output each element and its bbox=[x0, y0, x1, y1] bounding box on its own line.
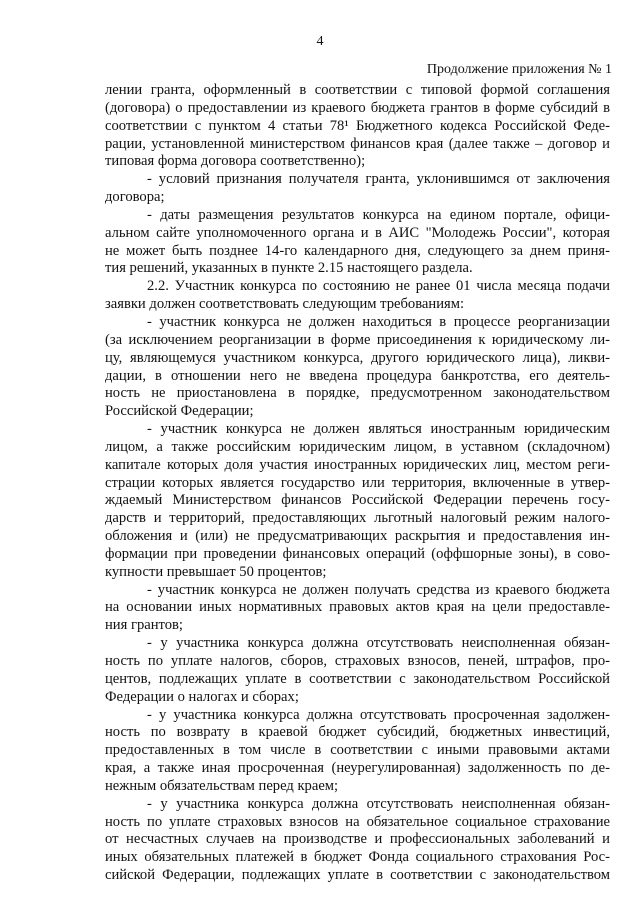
text-line: ность по уплате страховых взносов на обязательное социальное страхование bbox=[105, 813, 610, 830]
text-line: обложения и (или) не предусматривающих раскрытия и предоставления ин- bbox=[105, 528, 610, 545]
text-line: предоставленных в том числе в соответствии с иными правовыми актами bbox=[105, 742, 610, 759]
text-line: (договора) о предоставлении из краевого бюджета грантов в форме субсидий в bbox=[105, 99, 610, 116]
paragraph bbox=[105, 278, 610, 314]
text-line: цу, являющемуся участником конкурса, другого юридического лица), ликви- bbox=[105, 349, 610, 366]
page-number: 4 bbox=[316, 34, 324, 49]
text-line: не может быть позднее 14-го календарного дня, следующего за днем приня- bbox=[105, 242, 610, 259]
text-line: - участник конкурса не должен получать средства из краевого бюджета bbox=[147, 581, 610, 598]
text-line: ность не приостановлена в порядке, предусмотренном законодательством bbox=[105, 385, 610, 402]
text-line: сийской Федерации, подлежащих уплате в соответствии с законодательством bbox=[105, 867, 610, 884]
text-line: заявки должен соответствовать следующим требованиям: bbox=[105, 296, 464, 313]
text-line: лении гранта, оформленный в соответствии с типовой формой соглашения bbox=[105, 82, 610, 98]
text-line: страции которых является государство или территория, включенные в утвер- bbox=[105, 474, 610, 491]
text-line: дарств и территорий, предоставляющих льготный налоговый режим налого- bbox=[105, 510, 610, 527]
text-line: соответствии с пунктом 4 статьи 78¹ Бюджетного кодекса Российской Феде- bbox=[105, 117, 610, 134]
text-line: от несчастных случаев на производстве и профессиональных заболеваний и bbox=[105, 831, 610, 848]
text-line: капитале которых доля участия иностранных юридических лиц, местом реги- bbox=[105, 456, 610, 473]
text-line: - условий признания получателя гранта, уклонившимся от заключения bbox=[147, 171, 610, 188]
text-line: (за исключением реорганизации в форме присоединения к юридическому ли- bbox=[105, 331, 610, 348]
text-line: Федерации о налогах и сборах; bbox=[105, 688, 299, 705]
text-line: - участник конкурса не должен находиться в процессе реорганизации bbox=[147, 313, 610, 330]
paragraph bbox=[105, 421, 610, 582]
text-line: - у участника конкурса должна отсутствовать неисполненная обязан- bbox=[147, 635, 610, 652]
text-line: - участник конкурса не должен являться иностранным юридическим bbox=[147, 421, 610, 438]
paragraph bbox=[105, 171, 610, 207]
text-line: дации, в отношении него не введена процедура банкротства, его деятель- bbox=[105, 367, 610, 384]
paragraph bbox=[105, 707, 610, 796]
text-line: договора; bbox=[105, 189, 165, 206]
paragraph bbox=[105, 314, 610, 421]
text-line: ность по возврату в краевой бюджет субсидий, бюджетных инвестиций, bbox=[105, 724, 610, 741]
text-line: типовая форма договора соответственно); bbox=[105, 153, 366, 170]
paragraph bbox=[105, 582, 610, 636]
paragraph bbox=[105, 207, 610, 278]
text-line: 2.2. Участник конкурса по состоянию не ранее 01 числа месяца подачи bbox=[147, 278, 610, 295]
text-line: ность по уплате налогов, сборов, страховых взносов, пеней, штрафов, про- bbox=[105, 653, 610, 669]
text-line: - даты размещения результатов конкурса на едином портале, офици- bbox=[147, 206, 610, 223]
text-line: на основании иных нормативных правовых актов края на цели предоставле- bbox=[105, 599, 610, 616]
paragraph bbox=[105, 796, 610, 885]
text-line: купности превышает 50 процентов; bbox=[105, 563, 327, 580]
text-line: ния грантов; bbox=[105, 617, 183, 634]
text-line: формации при проведении финансовых операций (оффшорные зоны), в сово- bbox=[105, 545, 610, 562]
document-body bbox=[105, 82, 610, 885]
paragraph bbox=[105, 635, 610, 706]
text-line: - у участника конкурса должна отсутствовать просроченная задолжен- bbox=[147, 706, 610, 723]
text-line: иных обязательных платежей в бюджет Фонда социального страхования Рос- bbox=[105, 849, 610, 866]
text-line: края, а также иная просроченная (неурегулированная) задолженность по де- bbox=[105, 760, 610, 777]
text-line: центов, подлежащих уплате в соответствии с законодательством Российской bbox=[105, 670, 610, 687]
text-line: альном сайте уполномоченного органа и в АИС "Молодежь России", которая bbox=[105, 224, 610, 241]
text-line: - у участника конкурса должна отсутствовать неисполненная обязан- bbox=[147, 795, 610, 812]
paragraph bbox=[105, 82, 610, 171]
text-line: рации, установленной министерством финансов края (далее также – договор и bbox=[105, 135, 610, 152]
text-line: ждаемый Министерством финансов Российской Федерации перечень госу- bbox=[105, 492, 610, 509]
text-line: тия решений, указанных в пункте 2.15 настоящего раздела. bbox=[105, 260, 473, 277]
appendix-continuation-note: Продолжение приложения № 1 bbox=[426, 62, 612, 77]
text-line: Российской Федерации; bbox=[105, 403, 254, 420]
text-line: лицом, а также российским юридическим лицом, в уставном (складочном) bbox=[105, 438, 610, 455]
text-line: нежным обязательствам перед краем; bbox=[105, 777, 339, 794]
